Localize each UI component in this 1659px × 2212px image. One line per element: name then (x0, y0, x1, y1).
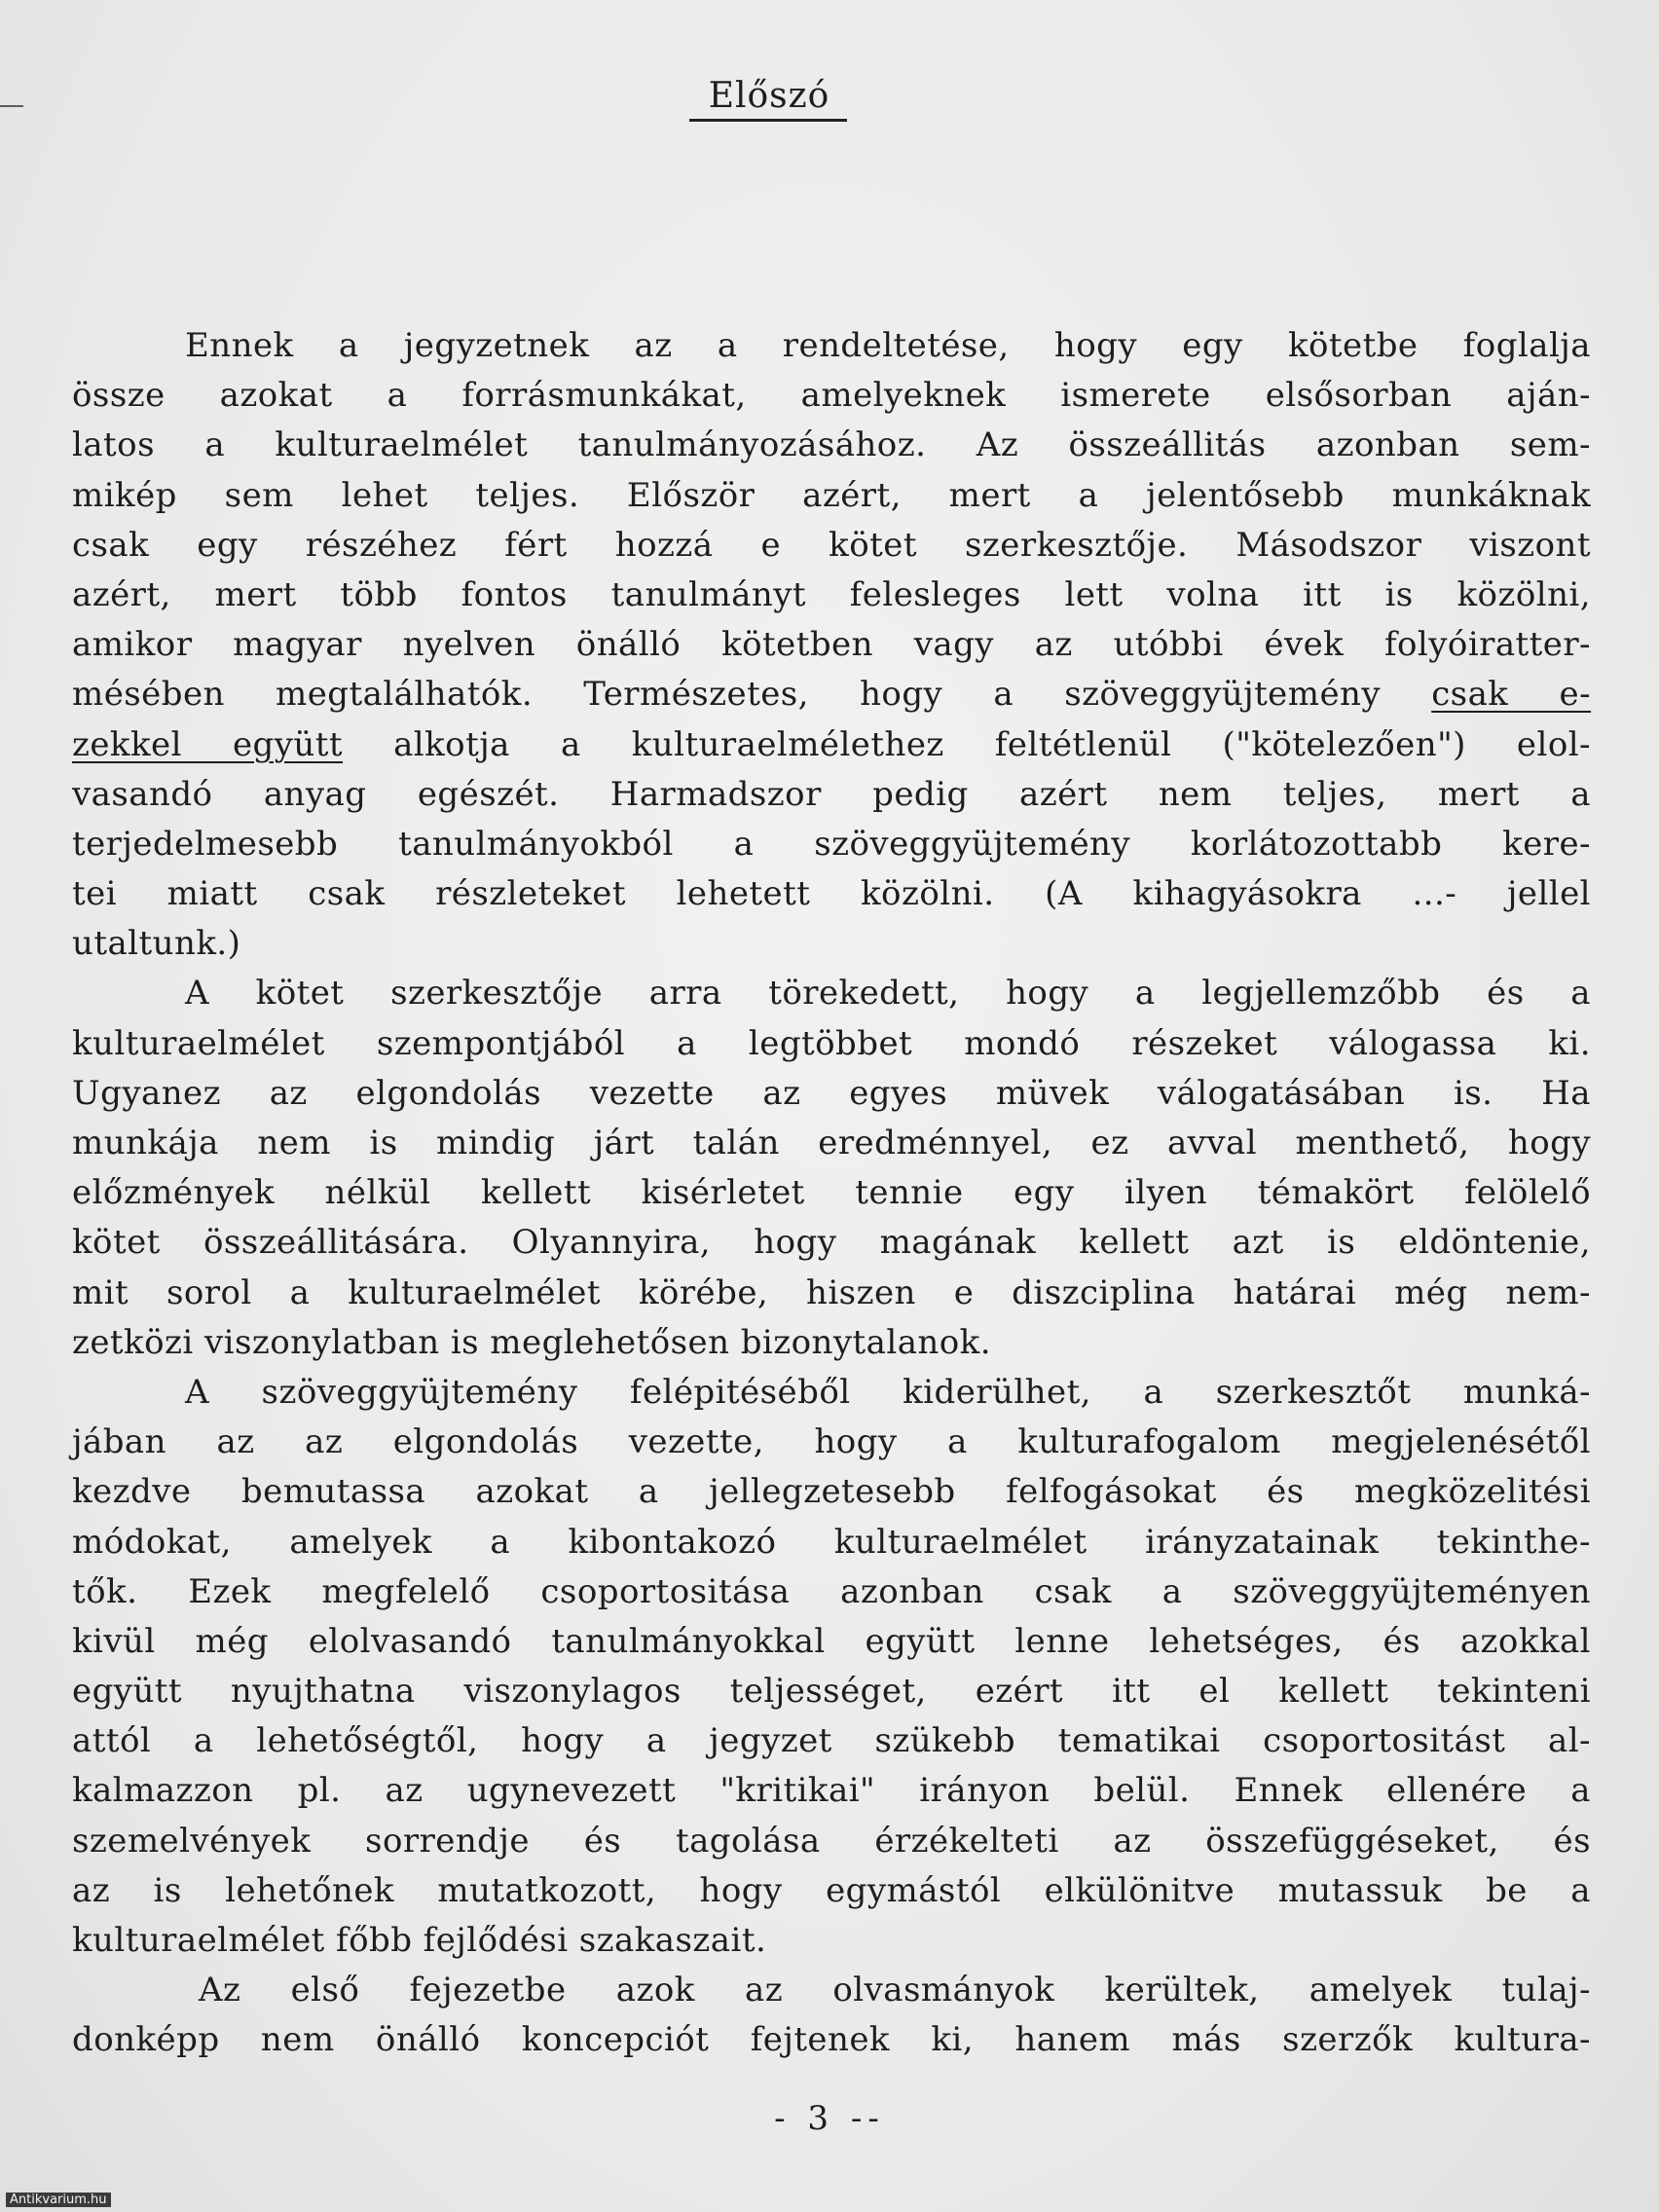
text-segment: mésében megtalálhatók. Természetes, hogy a szöveggyüjtemény (72, 675, 1382, 715)
body-text (72, 321, 1591, 2066)
scan-edge-mark (0, 105, 23, 107)
text-line: A kötet szerkesztője arra törekedett, hogy a legjellemzőbb és a (185, 974, 1591, 1014)
text-line: kötet összeállitására. Olyannyira, hogy magának kellett azt is eldöntenie, (72, 1223, 1591, 1263)
text-line: mikép sem lehet teljes. Először azért, mert a jelentősebb munkáknak (72, 475, 1591, 515)
page-number: - 3 -- (774, 2099, 885, 2138)
text-line: terjedelmesebb tanulmányokból a szöveggyüjtemény korlátozottabb kere- (72, 824, 1591, 864)
text-line: kulturaelmélet főbb fejlődési szakaszait. (72, 1921, 767, 1960)
text-line: kivül még elolvasandó tanulmányokkal együtt lenne lehetséges, és azokkal (72, 1621, 1591, 1661)
text-line: előzmények nélkül kellett kisérletet tennie egy ilyen témakört felölelő (72, 1173, 1591, 1213)
text-line: munkája nem is mindig járt talán eredménnyel, ez avval menthető, hogy (72, 1124, 1591, 1162)
source-watermark: Antikvarium.hu (6, 2193, 111, 2207)
text-line: össze azokat a forrásmunkákat, amelyeknek ismerete elsősorban aján- (72, 376, 1591, 416)
text-line (72, 670, 1591, 719)
text-line: kezdve bemutassa azokat a jellegzetesebb felfogásokat és megközelitési (72, 1472, 1591, 1512)
text-line: tei miatt csak részleteket lehetett közölni. (A kihagyásokra ...- jellel (72, 874, 1591, 914)
text-line (72, 720, 1591, 770)
text-line: amikor magyar nyelven önálló kötetben vagy az utóbbi évek folyóiratter- (72, 625, 1591, 665)
text-line: jában az az elgondolás vezette, hogy a kulturafogalom megjelenésétől (72, 1422, 1591, 1462)
text-line: csak egy részéhez fért hozzá e kötet szerkesztője. Másodszor viszont (72, 525, 1591, 565)
text-line: zetközi viszonylatban is meglehetősen bizonytalanok. (72, 1322, 991, 1362)
text-line: szemelvények sorrendje és tagolása érzékelteti az összefüggéseket, és (72, 1821, 1591, 1861)
text-line: Ennek a jegyzetnek az a rendeltetése, hogy egy kötetbe foglalja (185, 326, 1591, 365)
text-line: vasandó anyag egészét. Harmadszor pedig azért nem teljes, mert a (72, 774, 1591, 814)
text-line: latos a kulturaelmélet tanulmányozásához. Az összeállitás azonban sem- (72, 425, 1591, 465)
text-line: módokat, amelyek a kibontakozó kulturaelmélet irányzatainak tekinthe- (72, 1522, 1591, 1562)
text-line: Az első fejezetbe azok az olvasmányok kerültek, amelyek tulaj- (199, 1971, 1591, 2010)
text-line: utaltunk.) (72, 924, 241, 964)
page-title: Előszó (708, 76, 830, 116)
text-line: együtt nyujthatna viszonylagos teljességet, ezért itt el kellett tekinteni (72, 1672, 1591, 1712)
text-line: az is lehetőnek mutatkozott, hogy egymástól elkülönitve mutassuk be a (72, 1870, 1591, 1910)
text-line: azért, mert több fontos tanulmányt felesleges lett volna itt is közölni, (72, 574, 1591, 614)
text-line: Ugyanez az elgondolás vezette az egyes müvek válogatásában is. Ha (72, 1073, 1591, 1113)
text-line: kulturaelmélet szempontjából a legtöbbet mondó részeket válogassa ki. (72, 1023, 1591, 1063)
text-line: A szöveggyüjtemény felépitéséből kiderülhet, a szerkesztőt munká- (185, 1372, 1591, 1412)
text-line: mit sorol a kulturaelmélet körébe, hiszen e diszciplina határai még nem- (72, 1272, 1591, 1312)
text-line: attól a lehetőségtől, hogy a jegyzet szükebb tematikai csoportositást al- (72, 1721, 1591, 1761)
underlined-text: zekkel együtt (72, 724, 343, 764)
underlined-text: csak e- (1431, 675, 1592, 715)
title-underline (689, 119, 847, 122)
text-segment: alkotja a kulturaelmélethez feltétlenül ("kötelezően") elol- (393, 724, 1591, 764)
text-line: donképp nem önálló koncepciót fejtenek ki, hanem más szerzők kultura- (72, 2020, 1591, 2060)
text-line: tők. Ezek megfelelő csoportositása azonban csak a szöveggyüjteményen (72, 1571, 1591, 1611)
text-line: kalmazzon pl. az ugynevezett "kritikai" irányon belül. Ennek ellenére a (72, 1771, 1591, 1811)
